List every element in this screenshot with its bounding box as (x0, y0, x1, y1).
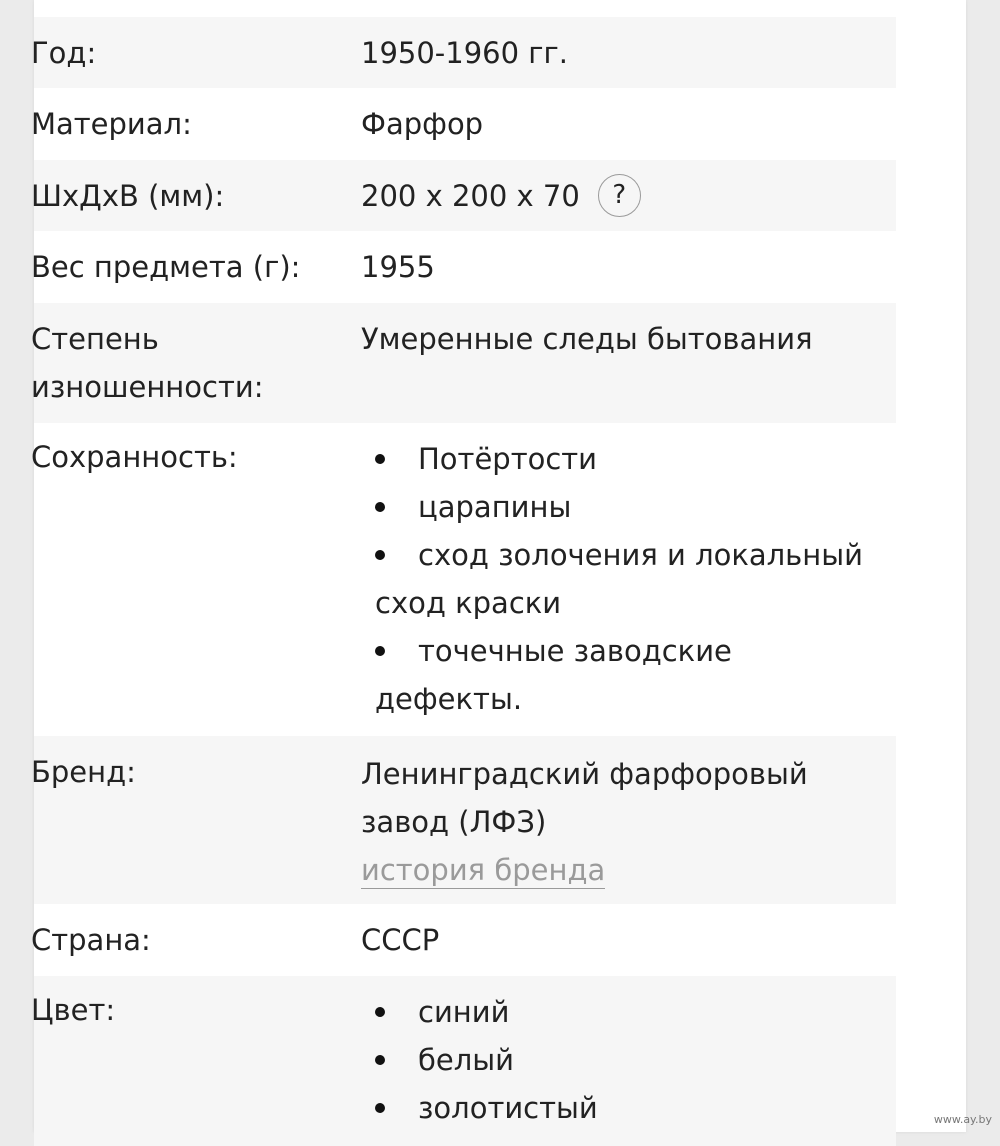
property-value: СССР (361, 923, 440, 957)
property-label: Год: (31, 36, 97, 70)
property-row-country (31, 904, 896, 976)
property-value (361, 174, 896, 217)
property-row-wear (31, 303, 896, 423)
watermark: www.ay.by (933, 1113, 992, 1126)
list-item-text: белый (418, 1043, 515, 1077)
bullet-icon (375, 1055, 385, 1065)
condition-list (361, 435, 896, 723)
property-row-year (31, 17, 896, 88)
property-label: Вес предмета (г): (31, 250, 301, 284)
property-value: Умеренные следы бытования (361, 322, 813, 356)
list-item (375, 483, 896, 531)
property-value: 1955 (361, 250, 435, 284)
property-value: 1950-1960 гг. (361, 36, 568, 70)
list-item-text: точечные заводские дефекты. (375, 634, 732, 716)
list-item-text: Потёртости (418, 442, 598, 476)
property-row-weight (31, 231, 896, 303)
property-value (361, 988, 896, 1132)
property-row-brand (31, 736, 896, 904)
bullet-icon (375, 646, 385, 656)
property-row-color (31, 976, 896, 1146)
property-label: Цвет: (31, 993, 116, 1027)
dimensions-value: 200 x 200 x 70 (361, 179, 580, 213)
bullet-icon (375, 502, 385, 512)
property-row-condition (31, 423, 896, 736)
property-label: Бренд: (31, 755, 136, 789)
list-item (375, 627, 896, 723)
property-label: Страна: (31, 923, 151, 957)
property-value (361, 750, 896, 890)
list-item (375, 1084, 896, 1132)
list-item (375, 988, 896, 1036)
property-label: Материал: (31, 107, 192, 141)
property-label: ШхДхВ (мм): (31, 179, 225, 213)
help-icon[interactable]: ? (598, 174, 641, 217)
color-list (361, 988, 896, 1132)
list-item-text: царапины (418, 490, 572, 524)
bullet-icon (375, 1007, 385, 1017)
property-value: Фарфор (361, 107, 484, 141)
property-label-line: изношенности: (31, 370, 264, 404)
bullet-icon (375, 1103, 385, 1113)
list-item-text: золотистый (418, 1091, 598, 1125)
property-label (31, 317, 361, 409)
bullet-icon (375, 454, 385, 464)
list-item-text: синий (418, 995, 510, 1029)
property-label: Сохранность: (31, 440, 238, 474)
list-item (375, 1036, 896, 1084)
brand-name-line: Ленинградский фарфоровый (361, 757, 808, 791)
brand-history-link[interactable]: история бренда (361, 853, 606, 887)
list-item-text: сход золочения и локальный сход краски (375, 538, 863, 620)
property-row-dimensions (31, 160, 896, 231)
property-row-material (31, 88, 896, 160)
property-value (361, 435, 896, 722)
property-label-line: Степень (31, 322, 159, 356)
bullet-icon (375, 550, 385, 560)
list-item (375, 531, 896, 627)
item-properties-table (31, 17, 896, 1146)
list-item (375, 435, 896, 483)
brand-name-line: завод (ЛФЗ) (361, 805, 547, 839)
